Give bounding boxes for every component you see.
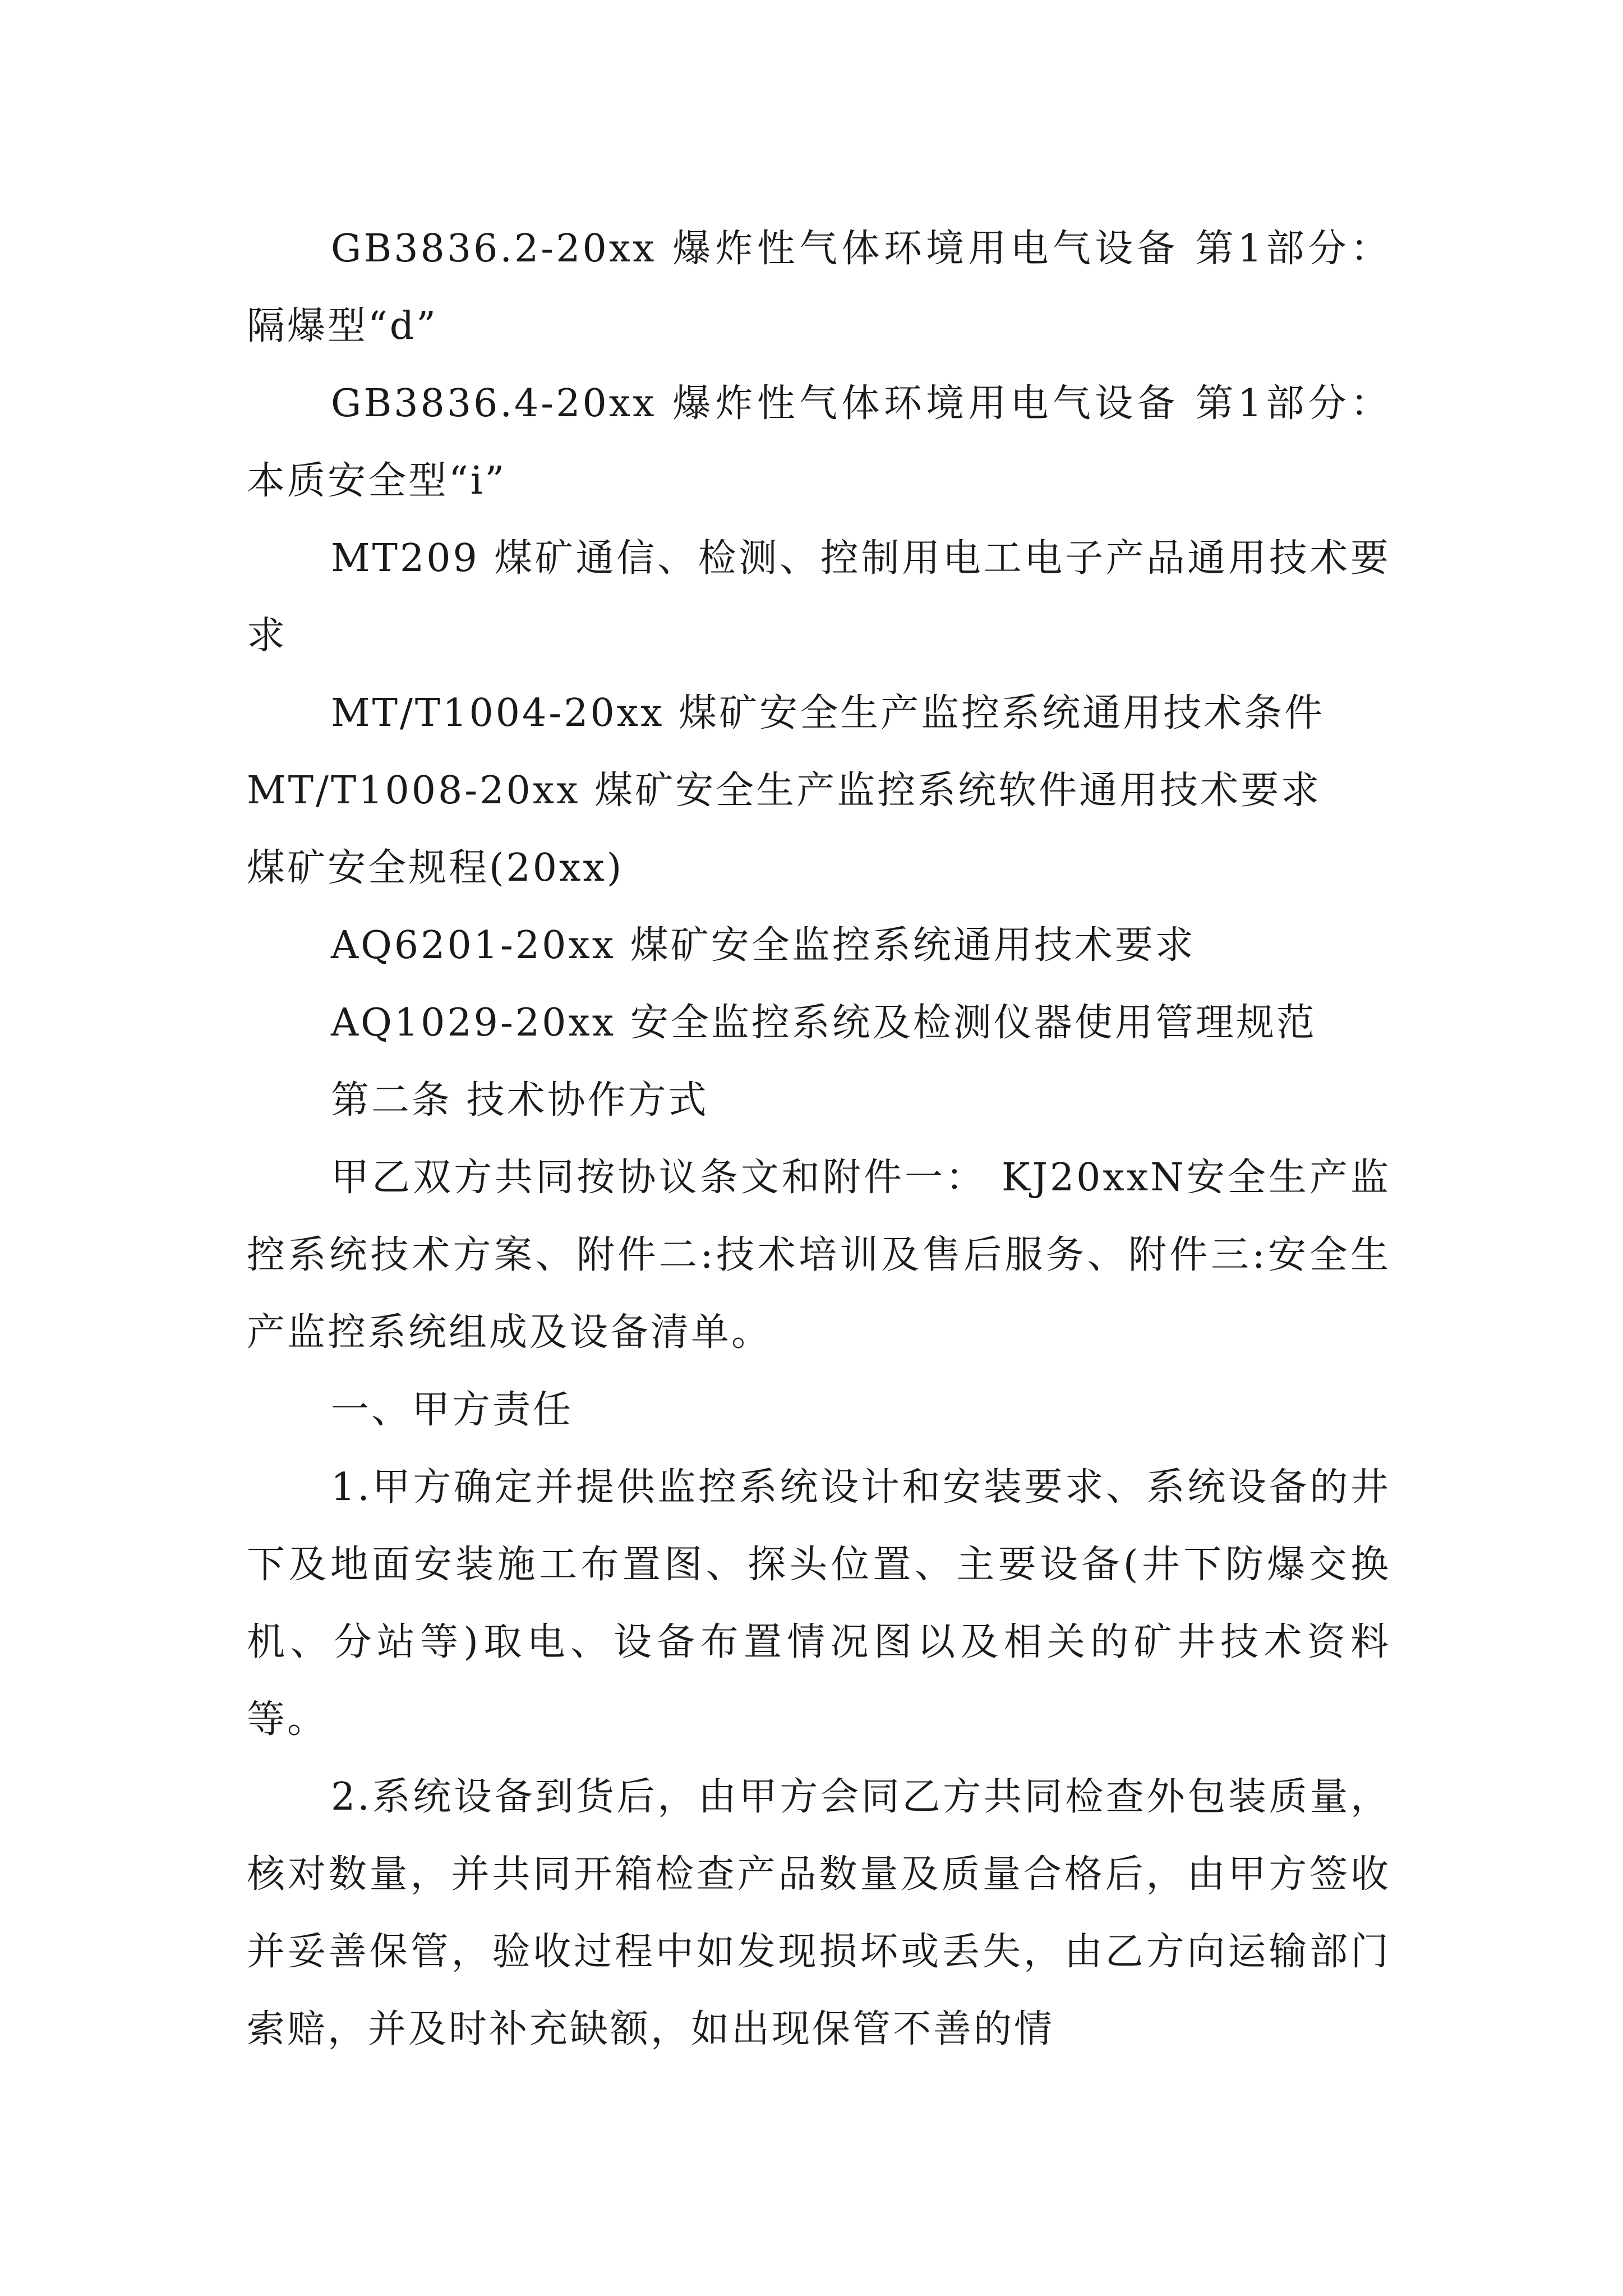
paragraph-standard-gb3836-2: GB3836.2-20xx 爆炸性气体环境用电气设备 第1部分：隔爆型“d” xyxy=(247,227,1391,348)
paragraph-standard-aq6201: AQ6201-20xx 煤矿安全监控系统通用技术要求 xyxy=(331,923,1196,968)
paragraph-standard-mt-t1008: MT/T1008-20xx 煤矿安全生产监控系统软件通用技术要求 xyxy=(247,769,1322,813)
section-heading-article-2: 第二条 技术协作方式 xyxy=(331,1078,709,1122)
paragraph-cooperation-method: 甲乙双方共同按协议条文和附件一： KJ20xxN安全生产监控系统技术方案、附件二:技术培训及售后服务、附件三:安全生产监控系统组成及设备清单。 xyxy=(247,1156,1391,1355)
paragraph-standard-gb3836-4: GB3836.4-20xx 爆炸性气体环境用电气设备 第1部分：本质安全型“i” xyxy=(247,381,1391,503)
section-heading-party-a-responsibility: 一、甲方责任 xyxy=(331,1388,574,1432)
paragraph-standard-mt209: MT209 煤矿通信、检测、控制用电工电子产品通用技术要求 xyxy=(247,536,1391,658)
paragraph-standard-mt-t1004: MT/T1004-20xx 煤矿安全生产监控系统通用技术条件 xyxy=(331,691,1325,735)
paragraph-item-2: 2.系统设备到货后，由甲方会同乙方共同检查外包装质量，核对数量，并共同开箱检查产品数量及质量合格后，由甲方签收并妥善保管，验收过程中如发现损坏或丢失，由乙方向运输部门索赔，并及时补充缺额，如出现保管不善的情 xyxy=(247,1775,1391,2051)
paragraph-standard-aq1029: AQ1029-20xx 安全监控系统及检测仪器使用管理规范 xyxy=(331,1001,1317,1045)
paragraph-item-1: 1.甲方确定并提供监控系统设计和安装要求、系统设备的井下及地面安装施工布置图、探头位置、主要设备(井下防爆交换机、分站等)取电、设备布置情况图以及相关的矿井技术资料等。 xyxy=(247,1465,1391,1742)
document-body xyxy=(247,210,1391,2068)
paragraph-coal-mine-safety-regulations: 煤矿安全规程(20xx) xyxy=(247,846,624,890)
